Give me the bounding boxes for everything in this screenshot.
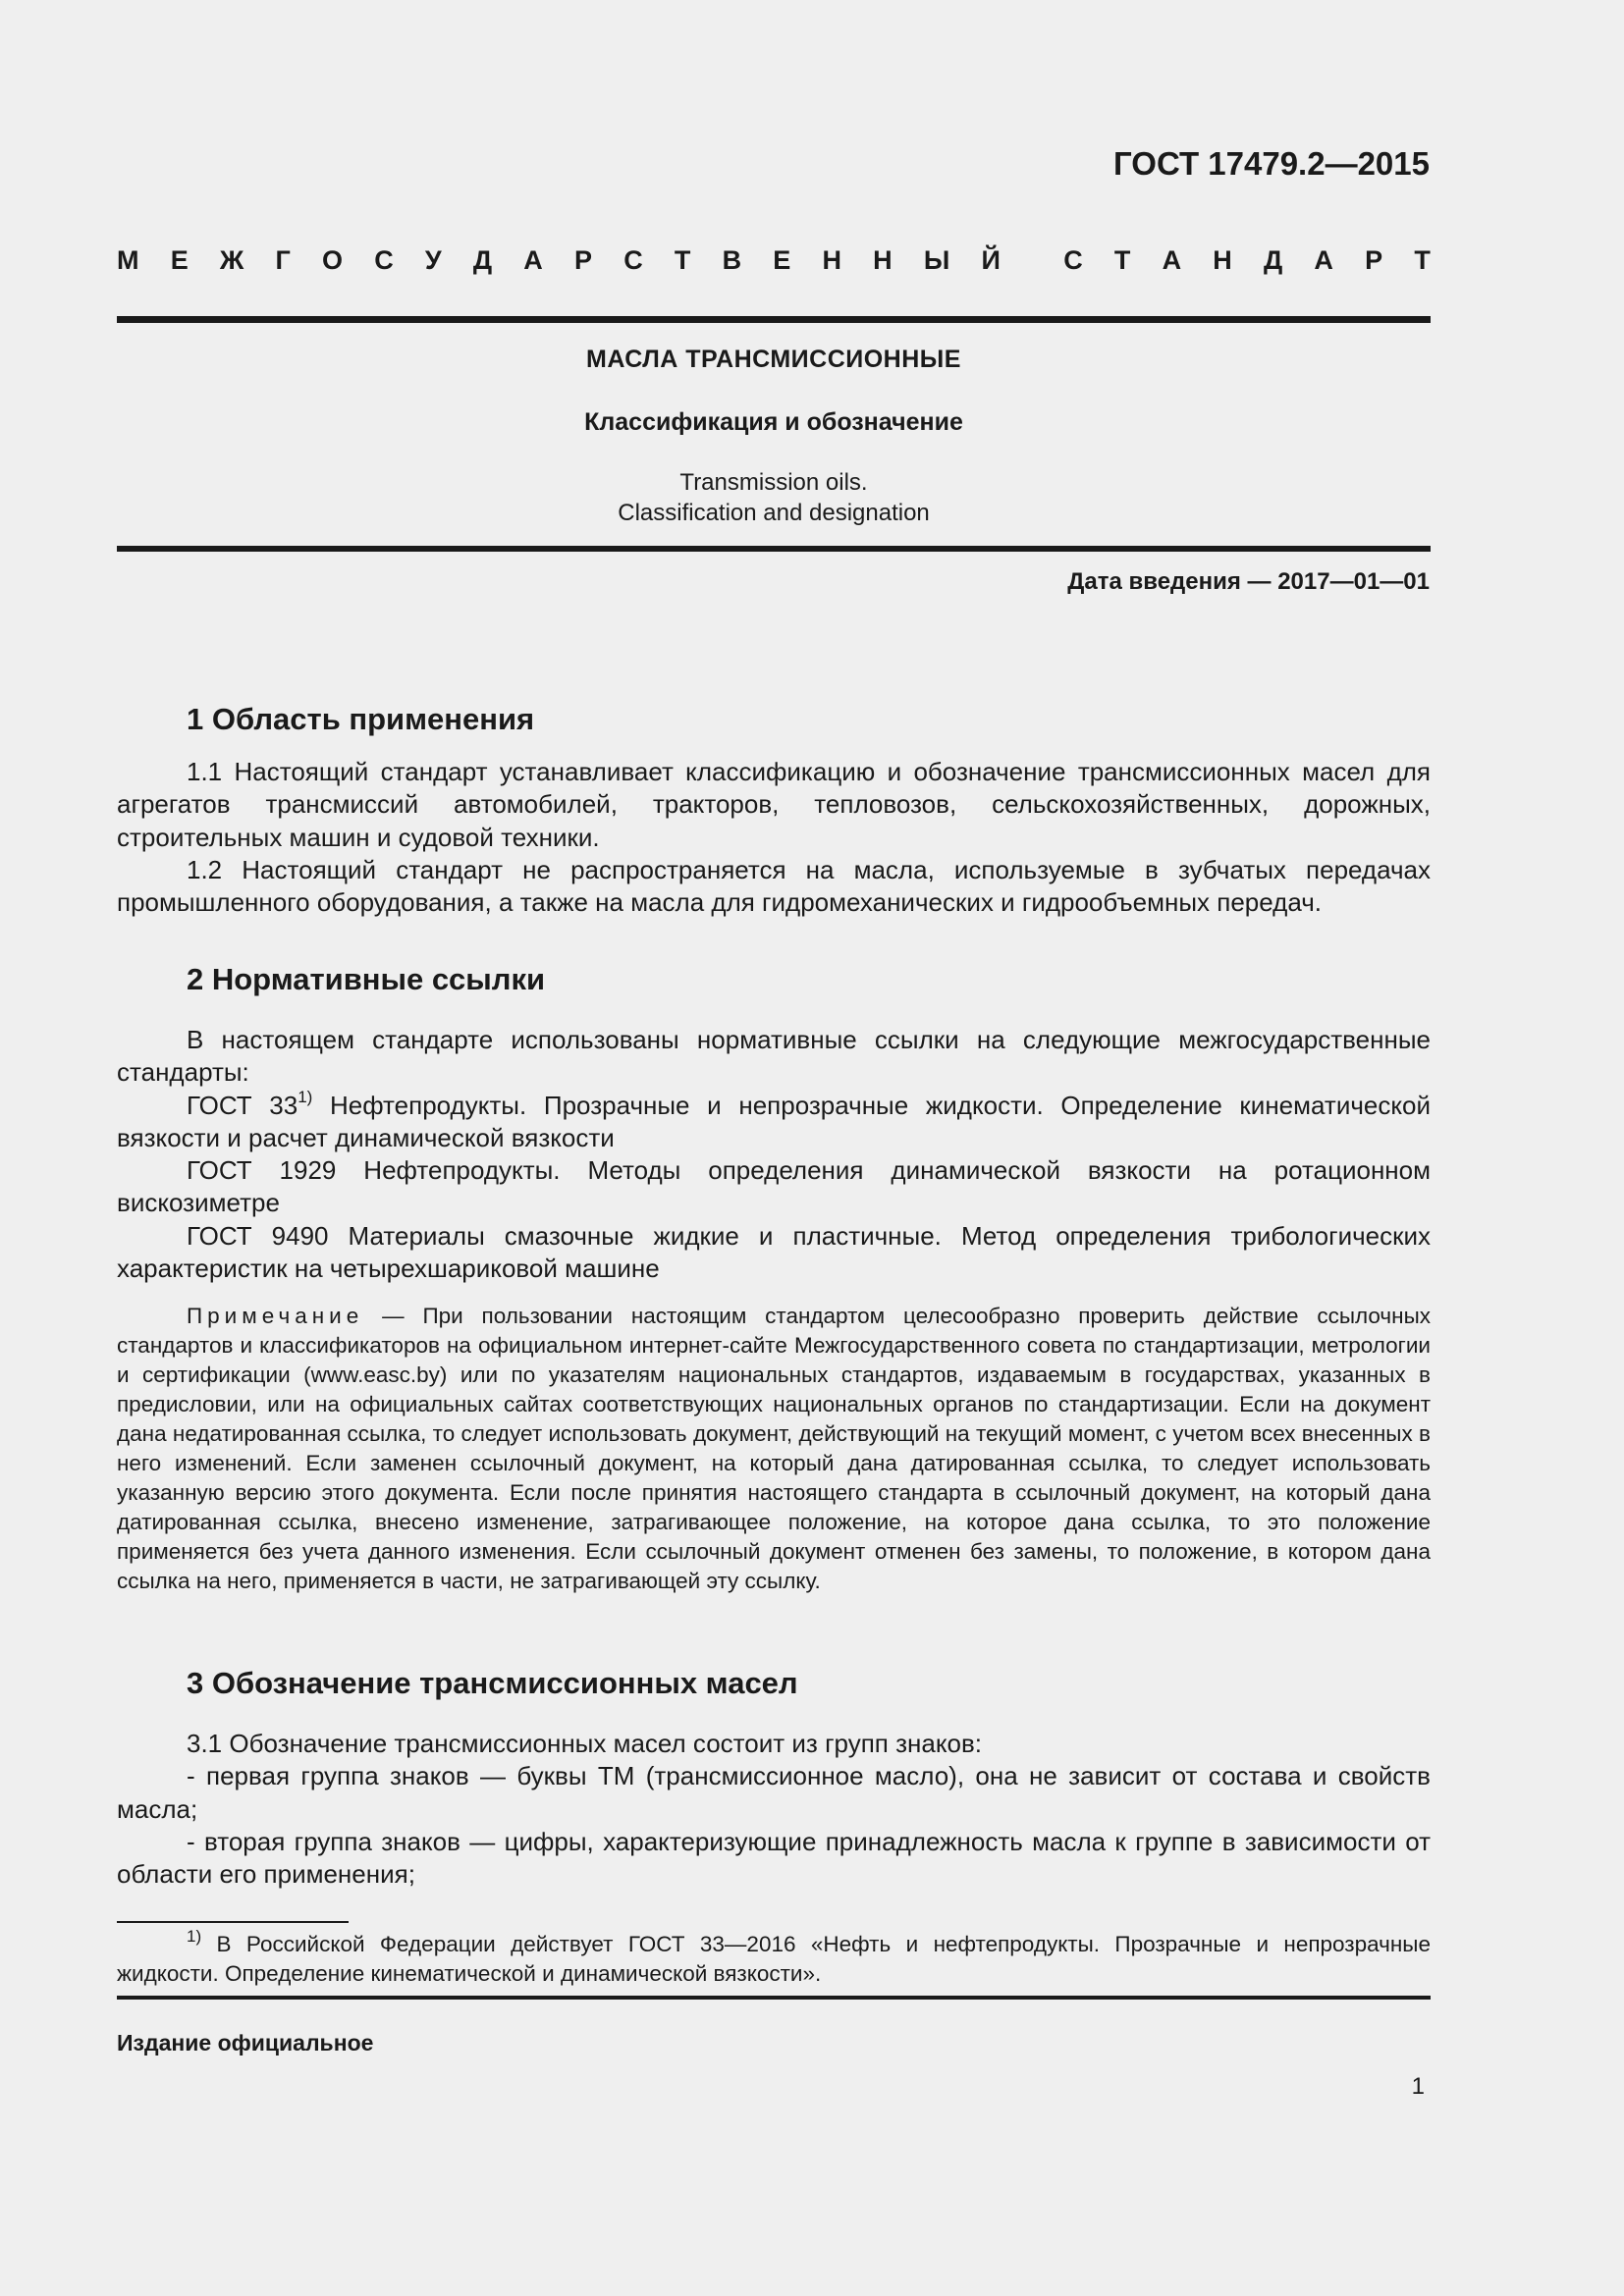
note-block [117, 1302, 1431, 1596]
banner-letter: Н [873, 245, 893, 275]
paragraph: 1.2 Настоящий стандарт не распространяется на масла, используемые в зубчатых передачах промышленного оборудования, а также на масла для гидромеханических и гидрообъемных передач. [117, 854, 1431, 918]
note-text: — При пользовании настоящим стандартом целесообразно проверить действие ссылочных стандартов и классификаторов на официальном интернет-сайте Межгосударственного совета по стандартизации, метрологии и сертификации (www.easc.by) или по указателям национальных стандартов, издаваемым в государствах, указанных в предисловии, или на официальных сайтах соответствующих национальных органов по стандартизации. Если на документ дана недатированная ссылка, то следует использовать документ, действующий на текущий момент, с учетом всех внесенных в него изменений. Если заменен ссылочный документ, на который дана датированная ссылка, то следует использовать указанную версию этого документа. Если после принятия настоящего стандарта в ссылочный документ, на который дана датированная ссылка, внесено изменение, затрагивающее положение, на которое дана ссылка, то это положение применяется без учета данного изменения. Если ссылочный документ отменен без замены, то положение, в котором дана ссылка на него, применяется в части, не затрагивающей эту ссылку. [117, 1304, 1431, 1593]
banner-letter: Н [1213, 245, 1232, 275]
footnote [117, 1926, 1431, 1989]
banner-letter: Е [170, 245, 189, 275]
section-3-heading: 3 Обозначение трансмиссионных масел [187, 1666, 798, 1700]
banner-letter: Е [773, 245, 791, 275]
banner-letter: У [424, 245, 442, 275]
note-label: Примечание [187, 1304, 364, 1328]
page-number: 1 [1411, 2073, 1425, 2100]
reference-item: ГОСТ 9490 Материалы смазочные жидкие и пластичные. Метод определения трибологических характеристик на четырехшариковой машине [117, 1220, 1431, 1284]
reference-item: ГОСТ 1929 Нефтепродукты. Методы определения динамической вязкости на ротационном вискозиметре [117, 1155, 1431, 1218]
document-subtitle: Классификация и обозначение [584, 408, 963, 436]
bottom-divider [117, 1996, 1431, 2000]
title-divider [117, 546, 1431, 552]
banner-letter: В [722, 245, 742, 275]
banner-letter: С [1063, 245, 1083, 275]
reference-title: Нефтепродукты. Прозрачные и непрозрачные жидкости. Определение кинематической вязкости и расчет динамической вязкости [117, 1090, 1431, 1152]
banner-letter: Д [472, 245, 493, 275]
note-paragraph [117, 1302, 1431, 1596]
banner-letter: А [1162, 245, 1182, 275]
banner-letter: Ж [219, 245, 244, 275]
banner-letter: Р [573, 245, 592, 275]
interstate-standard-banner [117, 245, 1431, 276]
gost-number: ГОСТ 17479.2—2015 [1113, 145, 1430, 182]
banner-letter: Т [1113, 245, 1131, 275]
banner-letter: А [1314, 245, 1333, 275]
reference-item [117, 1087, 1431, 1155]
banner-letter: О [321, 245, 343, 275]
footnote-divider [117, 1921, 349, 1923]
section-3-body [117, 1728, 1431, 1891]
banner-letter: С [374, 245, 394, 275]
introduction-date: Дата введения — 2017—01—01 [1067, 568, 1430, 595]
banner-letter: Р [1365, 245, 1383, 275]
footnote-text: В Российской Федерации действует ГОСТ 33—2016 «Нефть и нефтепродукты. Прозрачные и непрозрачные жидкости. Определение кинематической и динамической вязкости». [117, 1932, 1431, 1986]
section-1-heading: 1 Область применения [187, 702, 535, 736]
banner-letter: А [523, 245, 543, 275]
banner-letter: С [623, 245, 643, 275]
english-title-line1: Transmission oils. [679, 469, 868, 496]
official-edition-label: Издание официальное [117, 2030, 374, 2056]
section-2-body [117, 1024, 1431, 1285]
list-item: - вторая группа знаков — цифры, характеризующие принадлежность масла к группе в зависимости от области его применения; [117, 1826, 1431, 1890]
section-1-body [117, 756, 1431, 919]
banner-letter: Т [674, 245, 691, 275]
footnote-paragraph [117, 1926, 1431, 1989]
section-2-heading: 2 Нормативные ссылки [187, 962, 546, 996]
reference-code: ГОСТ 33 [187, 1090, 298, 1120]
paragraph: 1.1 Настоящий стандарт устанавливает классификацию и обозначение трансмиссионных масел для агрегатов трансмиссий автомобилей, тракторов, тепловозов, сельскохозяйственных, дорожных, строительных машин и судовой техники. [117, 757, 1431, 852]
document-title: МАСЛА ТРАНСМИССИОННЫЕ [586, 346, 961, 373]
banner-letter: Т [1414, 245, 1431, 275]
banner-letter: Д [1263, 245, 1283, 275]
list-item: - первая группа знаков — буквы ТМ (трансмиссионное масло), она не зависит от состава и свойств масла; [117, 1761, 1431, 1824]
footnote-number: 1) [187, 1926, 202, 1946]
paragraph: В настоящем стандарте использованы нормативные ссылки на следующие межгосударственные стандарты: [117, 1025, 1431, 1088]
banner-letter: Ы [923, 245, 950, 275]
banner-letter: Й [981, 245, 1001, 275]
footnote-marker[interactable]: 1) [298, 1087, 313, 1106]
paragraph: 3.1 Обозначение трансмиссионных масел состоит из групп знаков: [187, 1729, 982, 1758]
banner-letter: Н [822, 245, 841, 275]
top-divider [117, 316, 1431, 323]
banner-letter: Г [275, 245, 291, 275]
banner-letter: М [117, 245, 139, 275]
english-title-line2: Classification and designation [618, 500, 930, 526]
